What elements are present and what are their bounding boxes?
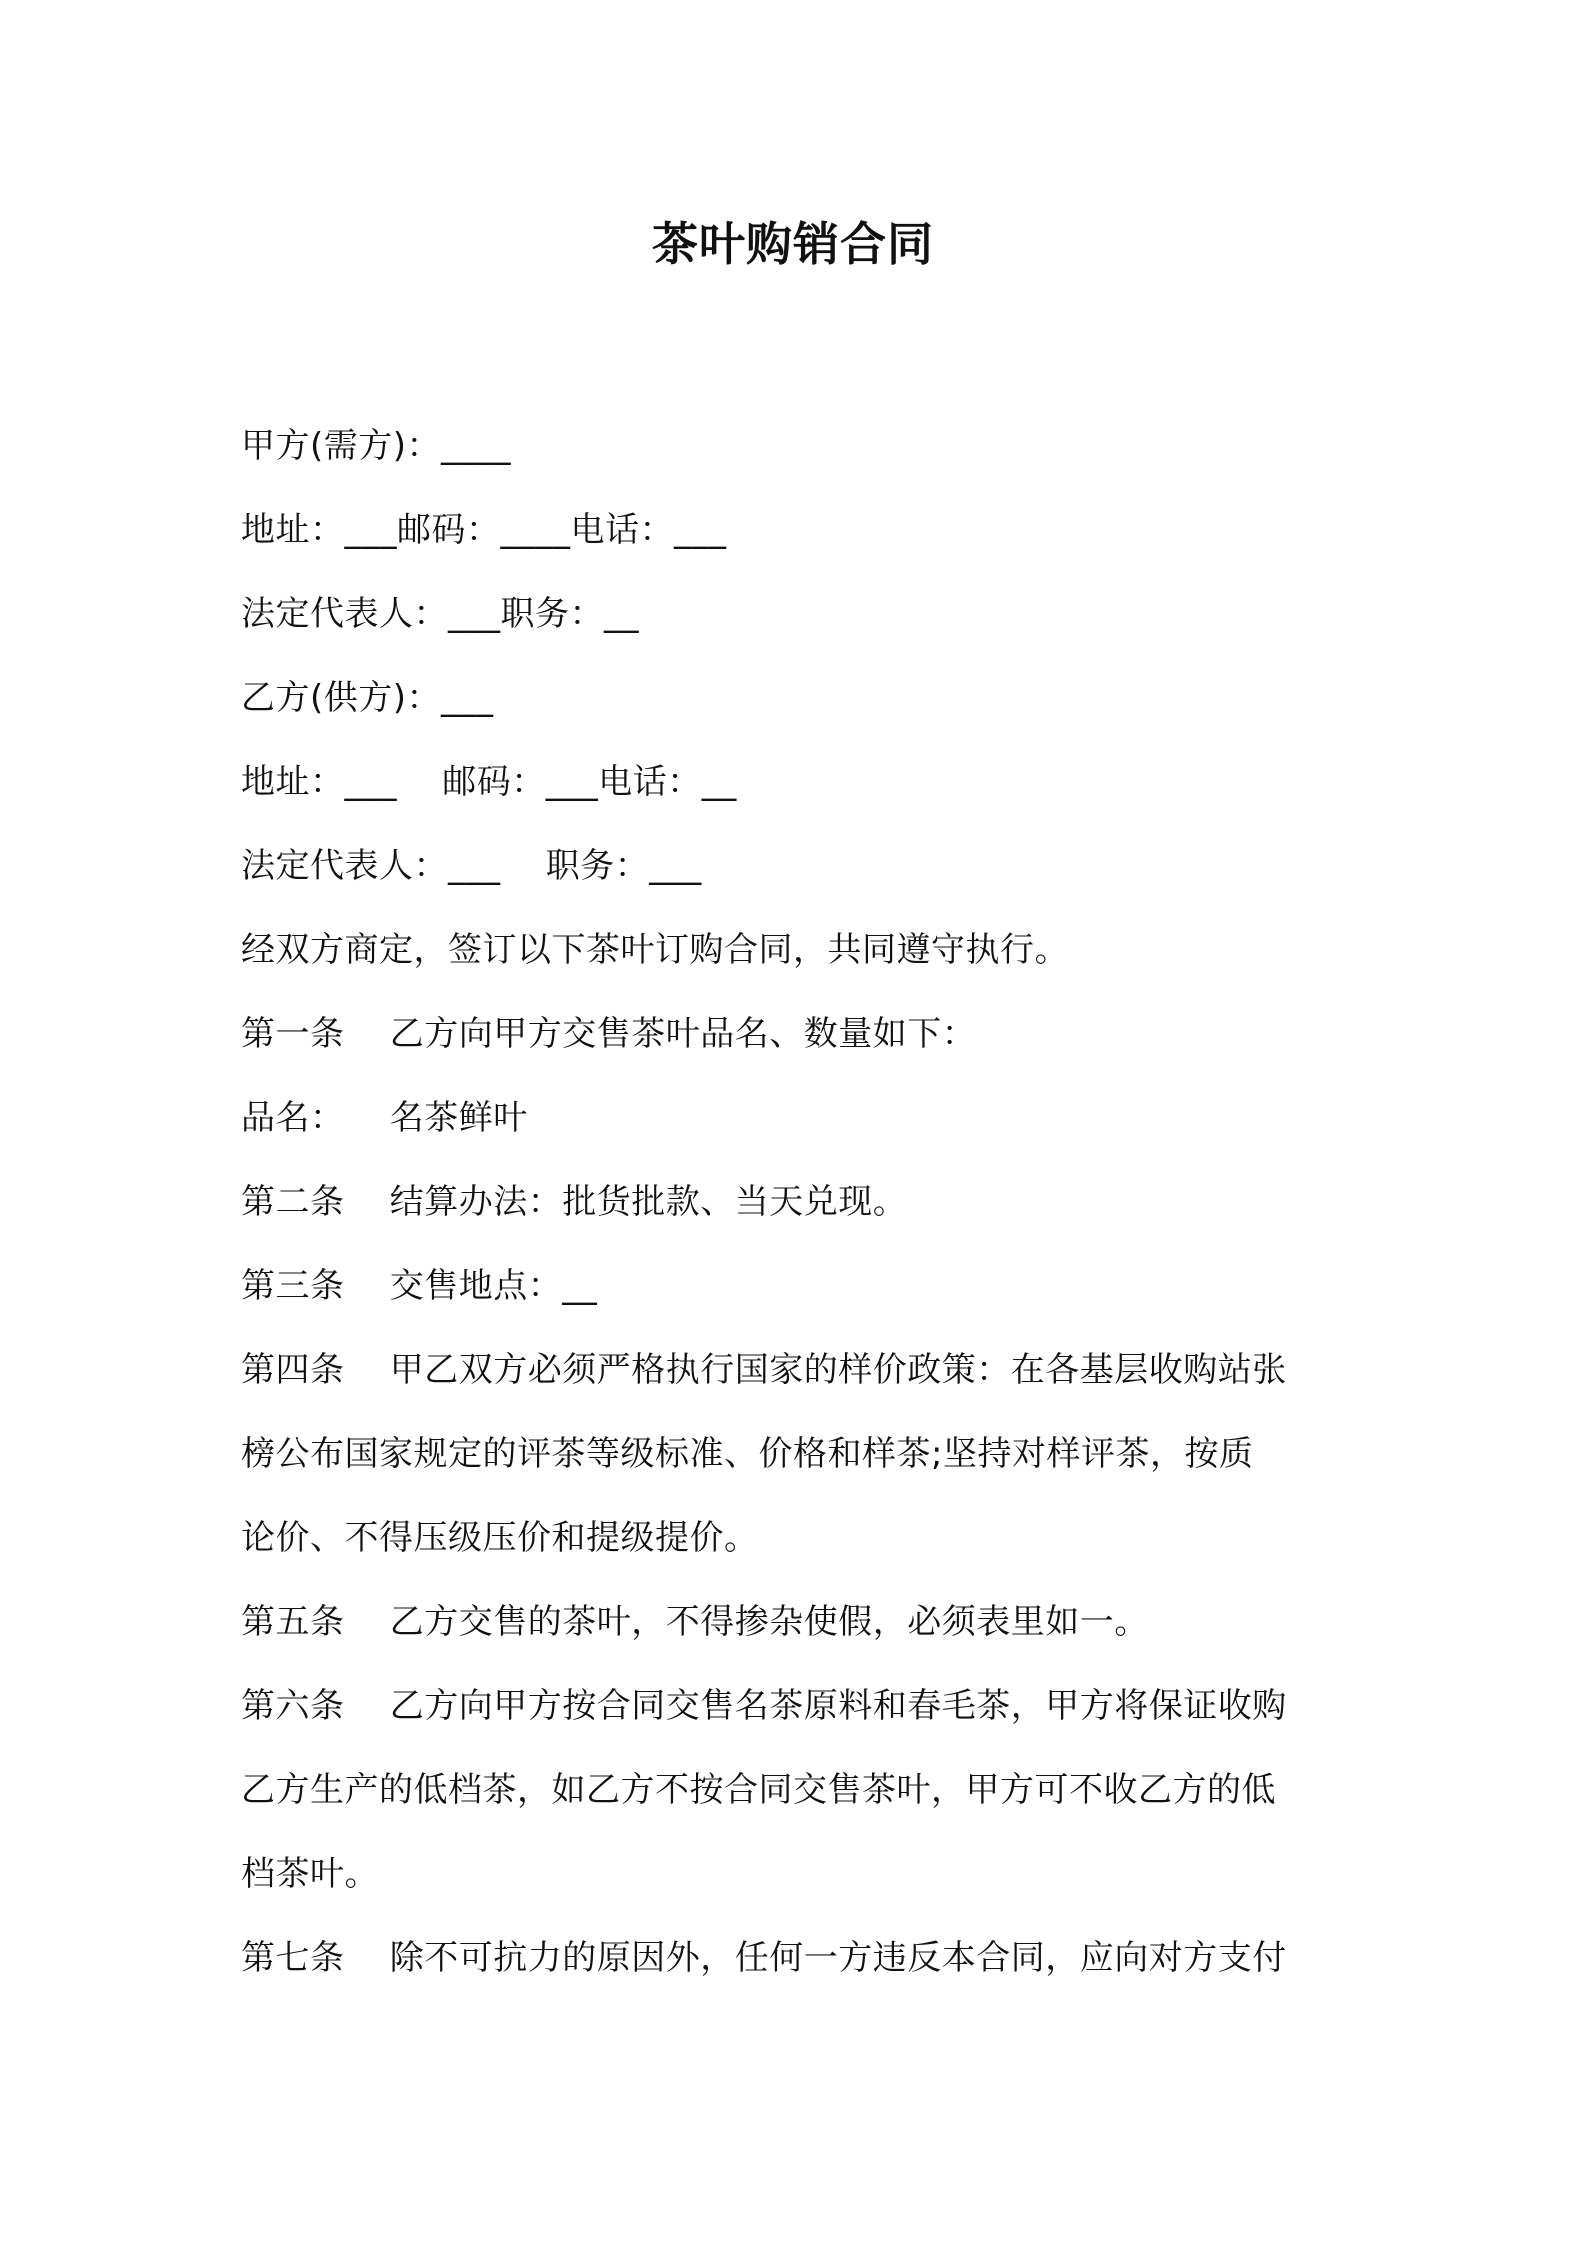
article-6-line-1: 第六条 乙方向甲方按合同交售名茶原料和春毛茶，甲方将保证收购 xyxy=(241,1686,1287,1726)
party-a-representative-line: 法定代表人：___职务：__ xyxy=(241,594,639,634)
party-b-representative-line: 法定代表人：___ 职务：___ xyxy=(241,846,702,886)
article-4-line-2: 榜公布国家规定的评茶等级标准、价格和样茶;坚持对样评茶，按质 xyxy=(241,1434,1254,1474)
article-4-line-3: 论价、不得压级压价和提级提价。 xyxy=(241,1518,759,1558)
article-1-line: 第一条 乙方向甲方交售茶叶品名、数量如下： xyxy=(241,1014,977,1054)
party-a-address-line: 地址：___邮码：____电话：___ xyxy=(241,510,727,550)
contract-body xyxy=(241,404,1361,2000)
document-title: 茶叶购销合同 xyxy=(652,217,934,271)
contract-intro-line: 经双方商定，签订以下茶叶订购合同，共同遵守执行。 xyxy=(241,930,1069,970)
article-7-line-1: 第七条 除不可抗力的原因外，任何一方违反本合同，应向对方支付 xyxy=(241,1938,1287,1978)
party-b-address-line: 地址：___ 邮码：___电话：__ xyxy=(241,762,737,802)
article-2-line: 第二条 结算办法：批货批款、当天兑现。 xyxy=(241,1182,908,1222)
article-6-line-2: 乙方生产的低档茶，如乙方不按合同交售茶叶，甲方可不收乙方的低 xyxy=(241,1770,1276,1810)
product-name-line: 品名： 名茶鲜叶 xyxy=(241,1098,528,1138)
article-6-line-3: 档茶叶。 xyxy=(241,1854,379,1894)
article-5-line: 第五条 乙方交售的茶叶，不得掺杂使假，必须表里如一。 xyxy=(241,1602,1149,1642)
article-4-line-1: 第四条 甲乙双方必须严格执行国家的样价政策：在各基层收购站张 xyxy=(241,1350,1287,1390)
party-a-name-line: 甲方(需方)：____ xyxy=(241,426,512,466)
article-3-line: 第三条 交售地点：__ xyxy=(241,1266,598,1306)
party-b-name-line: 乙方(供方)：___ xyxy=(241,678,494,718)
